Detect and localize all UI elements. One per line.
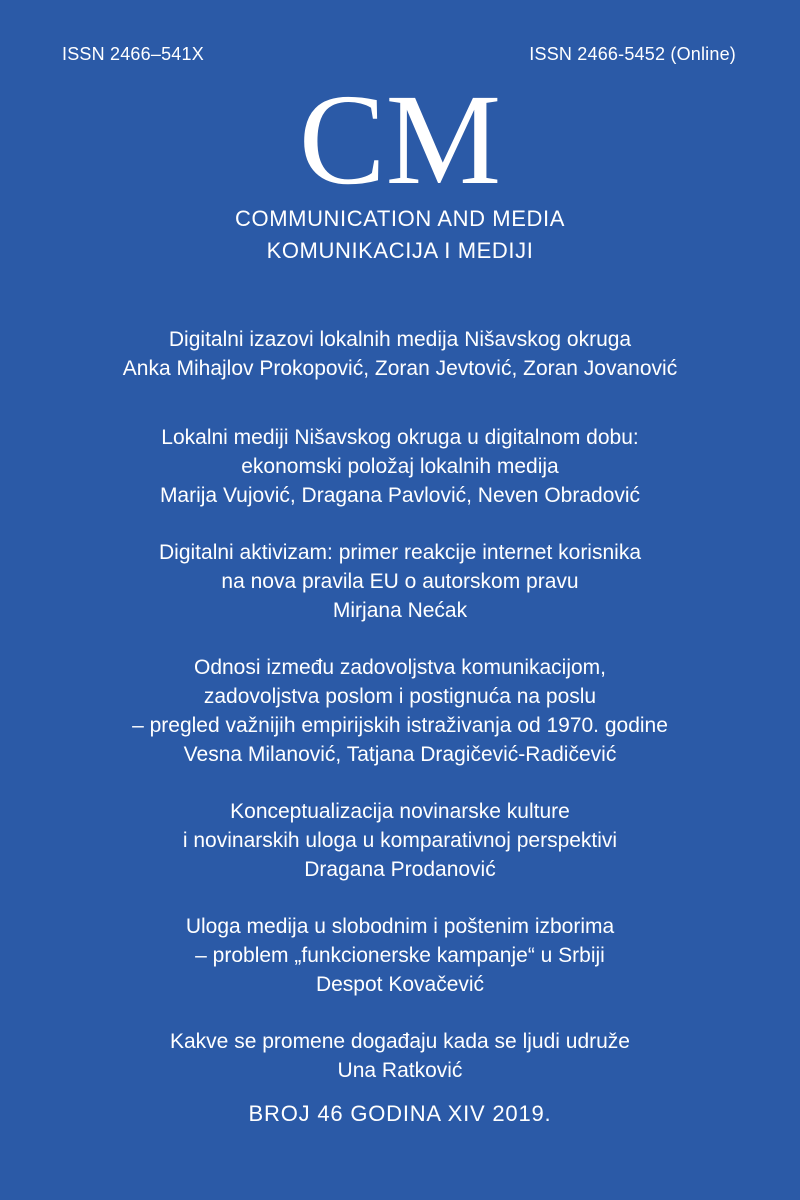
article-title-line: i novinarskih uloga u komparativnoj perspektivi: [182, 829, 618, 852]
article-list: [40, 325, 760, 1113]
article-title-line: Lokalni mediji Nišavskog okruga u digitalnom dobu:: [161, 426, 639, 449]
article-title-line: na nova pravila EU o autorskom pravu: [221, 570, 579, 593]
article-title-line: Kakve se promene događaju kada se ljudi udruže: [170, 1030, 630, 1053]
article-title-line: – problem „funkcionerske kampanje“ u Srbiji: [195, 944, 605, 967]
article-authors: Dragana Prodanović: [304, 858, 496, 881]
masthead: [0, 68, 800, 264]
article-authors: Despot Kovačević: [315, 973, 485, 996]
issn-row: [62, 44, 736, 65]
journal-logo: CM: [298, 68, 502, 212]
article-authors: Anka Mihajlov Prokopović, Zoran Jevtović, Zoran Jovanović: [122, 357, 678, 380]
issue-line: BROJ 46 GODINA XIV 2019.: [248, 1101, 552, 1126]
journal-subtitle-sr: KOMUNIKACIJA I MEDIJI: [266, 238, 534, 263]
article-authors: Mirjana Nećak: [332, 599, 468, 622]
article-authors: Marija Vujović, Dragana Pavlović, Neven Obradović: [159, 484, 641, 507]
article-title-line: Uloga medija u slobodnim i poštenim izborima: [185, 915, 615, 938]
article-entry: [40, 325, 760, 383]
article-title-line: Digitalni izazovi lokalnih medija Nišavskog okruga: [168, 328, 632, 351]
article-entry: [40, 538, 760, 625]
article-title-line: Odnosi između zadovoljstva komunikacijom,: [193, 656, 606, 679]
article-title-line: zadovoljstva poslom i postignuća na poslu: [203, 685, 597, 708]
article-title-line: ekonomski položaj lokalnih medija: [241, 455, 559, 478]
article-entry: [40, 912, 760, 999]
issn-print: ISSN 2466–541X: [62, 44, 204, 64]
article-title-line: Digitalni aktivizam: primer reakcije internet korisnika: [159, 541, 641, 564]
article-entry: [40, 423, 760, 510]
article-entry: [40, 797, 760, 884]
journal-subtitle-en: COMMUNICATION AND MEDIA: [235, 206, 565, 231]
article-title-line: – pregled važnijih empirijskih istraživanja od 1970. godine: [132, 714, 668, 737]
article-entry: [40, 1027, 760, 1085]
article-authors: Una Ratković: [337, 1059, 463, 1082]
article-title-line: Konceptualizacija novinarske kulture: [230, 800, 570, 823]
article-authors: Vesna Milanović, Tatjana Dragičević-Radičević: [183, 743, 617, 766]
issn-online: ISSN 2466-5452 (Online): [529, 44, 736, 64]
article-entry: [40, 653, 760, 769]
